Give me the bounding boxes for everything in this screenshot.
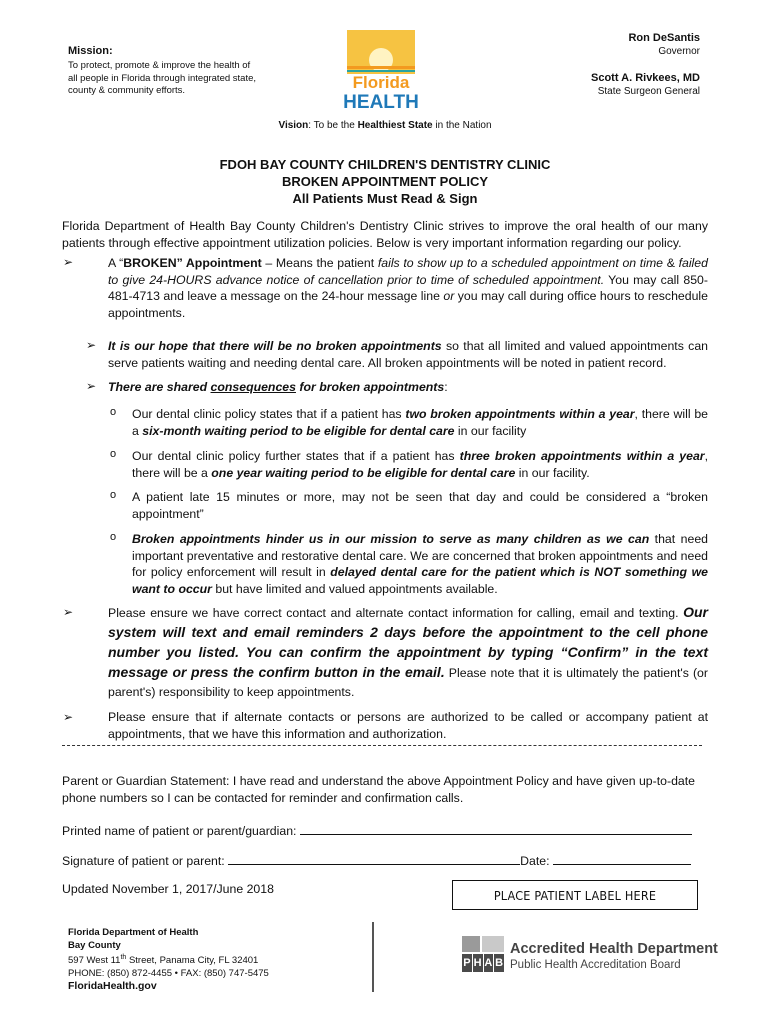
printed-name-line[interactable] xyxy=(300,822,692,835)
policy-subtitle: All Patients Must Read & Sign xyxy=(292,191,478,206)
updated-date: Updated November 1, 2017/June 2018 xyxy=(62,882,274,896)
mission-text: To protect, promote & improve the health of all people in Florida through integrated state, county & community efforts. xyxy=(68,60,257,96)
signature-label: Signature of patient or parent: xyxy=(62,854,225,868)
policy-title: BROKEN APPOINTMENT POLICY xyxy=(281,174,489,189)
phab-subtitle: Public Health Accreditation Board xyxy=(510,959,681,971)
bullet-arrow-icon: ➢ xyxy=(86,379,97,393)
sub-bullet-icon: o xyxy=(110,448,117,460)
footer-website: FloridaHealth.gov xyxy=(68,980,157,993)
sub-bullet-icon: o xyxy=(110,489,117,501)
date-label: Date: xyxy=(520,854,550,868)
logo-text-florida: Florida xyxy=(352,73,410,92)
footer-phone: PHONE: (850) 872-4455 • FAX: (850) 747-5475 xyxy=(68,967,269,979)
consequence-late: A patient late 15 minutes or more, may not be seen that day and could be considered a “broken appointment” xyxy=(132,490,708,521)
surgeon-name: Scott A. Rivkees, MD xyxy=(590,72,700,84)
consequence-mission: Broken appointments hinder us in our mission to serve as many children as we can that need important preventative and restorative dental care. We are concerned that broken appointments and need for policy enforcement will result in delayed dental care for the patient which is NOT something we want to occur but have limited and valued appointments available. xyxy=(132,532,709,596)
bullet-arrow-icon: ➢ xyxy=(86,338,97,352)
signature-line[interactable] xyxy=(228,852,520,865)
broken-definition: A “BROKEN” Appointment – Means the patient fails to show up to a scheduled appointment on time & failed to give 24-HOURS advance notice of cancellation prior to time of scheduled appointment. You may call 850-481-4713 and leave a message on the 24-hour message line or you may call during office hours to reschedule appointments. xyxy=(108,256,708,320)
footer-address-block xyxy=(68,927,269,993)
sub-bullet-icon: o xyxy=(110,406,117,418)
mission-title: Mission: xyxy=(68,45,113,57)
phab-logo xyxy=(462,936,718,972)
florida-health-logo xyxy=(343,30,421,112)
printed-name-field[interactable] xyxy=(62,822,692,838)
page-title: FDOH BAY COUNTY CHILDREN'S DENTISTRY CLINIC xyxy=(219,157,551,172)
phab-title: Accredited Health Department xyxy=(510,941,718,957)
footer-org-name: Florida Department of Health xyxy=(68,927,199,938)
consequence-two-broken: Our dental clinic policy states that if a patient has two broken appointments within a year, there will be a six-month waiting period to be eligible for dental care in our facility xyxy=(132,407,708,438)
footer-county: Bay County xyxy=(68,939,121,951)
logo-text-health: HEALTH xyxy=(343,92,419,112)
date-line[interactable] xyxy=(553,852,691,865)
footer-separator xyxy=(372,922,374,992)
governor-name: Ron DeSantis xyxy=(628,32,700,44)
consequence-three-broken: Our dental clinic policy further states that if a patient has three broken appointments within a year, there will be a one year waiting period to be eligible for dental care in our facility. xyxy=(132,449,708,480)
patient-label-box: PLACE PATIENT LABEL HERE xyxy=(452,880,698,910)
surgeon-title: State Surgeon General xyxy=(597,86,700,97)
governor-title: Governor xyxy=(658,46,700,57)
signature-field[interactable] xyxy=(62,852,691,868)
bullet-arrow-icon: ➢ xyxy=(63,605,74,619)
bullet-arrow-icon: ➢ xyxy=(63,710,74,724)
guardian-statement: Parent or Guardian Statement: I have read and understand the above Appointment Policy and have given up-to-date phone numbers so I can be contacted for reminder and confirmation calls. xyxy=(62,774,696,805)
vision-statement: Vision: To be the Healthiest State in the Nation xyxy=(278,120,492,131)
dashed-divider xyxy=(62,745,702,746)
phab-mark-icon: P H A B xyxy=(462,936,504,972)
intro-paragraph: Florida Department of Health Bay County Children's Dentistry Clinic strives to improve the oral health of our many patients through effective appointment utilization policies. Below is very important information regarding our policy. xyxy=(62,219,708,250)
bullet-arrow-icon: ➢ xyxy=(63,255,74,269)
printed-name-label: Printed name of patient or parent/guardian: xyxy=(62,824,297,838)
sub-bullet-icon: o xyxy=(110,531,117,543)
footer-address: 597 West 11th Street, Panama City, FL 32401 xyxy=(68,954,259,967)
hope-paragraph: It is our hope that there will be no broken appointments so that all limited and valued appointments can serve patients waiting and needing dental care. All broken appointments will be noted in patient record. xyxy=(108,339,709,370)
contact-info-paragraph: Please ensure we have correct contact and alternate contact information for calling, email and texting. Our system will text and email reminders 2 days before the appointment to the cell phone number you listed. You can confirm the appointment by typing “Confirm” in the text message or press the confirm button in the email. Please note that it is ultimately the patient's (or parent's) responsibility to keep appointments. xyxy=(108,604,708,699)
alternate-contacts-paragraph: Please ensure that if alternate contacts or persons are authorized to be called or accompany patient at appointments, that we have this information and authorization. xyxy=(108,710,708,741)
shared-consequences-heading: There are shared consequences for broken appointments: xyxy=(108,380,448,394)
